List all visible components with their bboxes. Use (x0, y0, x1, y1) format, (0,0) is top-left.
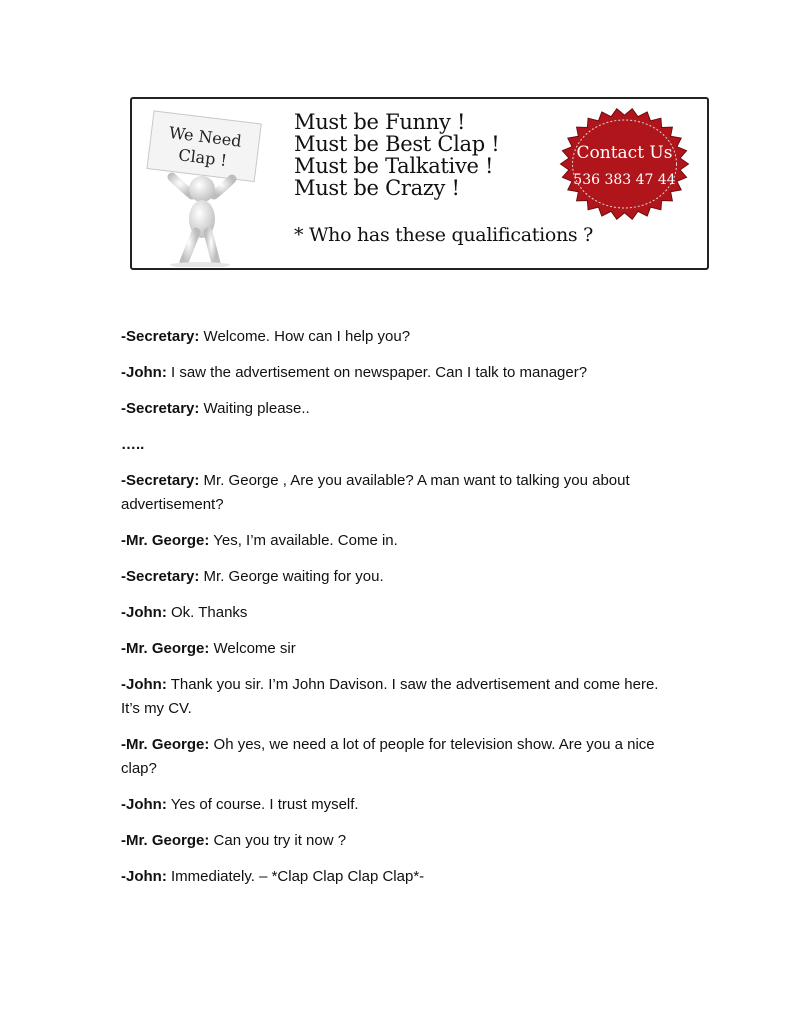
dialogue-line (121, 397, 681, 421)
speaker-name: -Mr. George: (121, 640, 210, 657)
speaker-name: -John: (121, 676, 167, 693)
dialogue-text: Welcome sir (209, 640, 296, 657)
ad-requirements-list (294, 111, 499, 199)
advertisement-banner (130, 97, 709, 270)
ad-requirement: Must be Funny ! (294, 110, 466, 134)
dialogue-line (121, 529, 681, 553)
contact-title: Contact Us (576, 143, 673, 163)
speaker-name: -John: (121, 364, 167, 381)
dialogue-text: Welcome. How can I help you? (199, 328, 411, 345)
dialogue-text: I saw the advertisement on newspaper. Can I talk to manager? (166, 364, 588, 381)
sign-text-line2: Clap ! (177, 145, 229, 171)
dialogue-line (121, 865, 681, 889)
dialogue-text: Yes of course. I trust myself. (166, 796, 359, 813)
contact-phone: 536 383 47 44 (573, 172, 676, 188)
dialogue-text: Oh yes, we need a lot of people for television show. Are you a nice clap? (121, 736, 655, 777)
speaker-name: -Mr. George: (121, 832, 210, 849)
ad-requirement: Must be Talkative ! (294, 154, 494, 178)
speaker-name: -Mr. George: (121, 736, 210, 753)
speaker-name: -John: (121, 868, 167, 885)
dialogue-text: Immediately. – *Clap Clap Clap Clap*- (166, 868, 425, 885)
dialogue-line (121, 673, 681, 721)
dialogue-line (121, 733, 681, 781)
dialogue-line (121, 433, 681, 457)
dialogue-line (121, 325, 681, 349)
speaker-name: -Mr. George: (121, 532, 210, 549)
ad-requirement: Must be Crazy ! (294, 176, 460, 200)
speaker-name: -Secretary: (121, 472, 200, 489)
dialogue-text: Yes, I’m available. Come in. (209, 532, 398, 549)
contact-seal-badge (557, 104, 692, 224)
dialogue-text: Ok. Thanks (166, 604, 248, 621)
dialogue-text: Waiting please.. (199, 400, 310, 417)
dialogue-line (121, 601, 681, 625)
sign-text-line1: We Need (167, 122, 243, 151)
speaker-name: -John: (121, 796, 167, 813)
dialogue-transcript (121, 325, 681, 901)
dialogue-text: Can you try it now ? (209, 832, 347, 849)
speaker-name: -Secretary: (121, 400, 200, 417)
dialogue-line (121, 361, 681, 385)
dialogue-text: Thank you sir. I’m John Davison. I saw the advertisement and come here. It’s my CV. (121, 676, 659, 717)
dialogue-line (121, 637, 681, 661)
speaker-name: -Secretary: (121, 328, 200, 345)
speaker-name: ….. (121, 436, 145, 453)
dialogue-line (121, 793, 681, 817)
ad-question: * Who has these qualifications ? (294, 224, 594, 246)
speaker-name: -Secretary: (121, 568, 200, 585)
speaker-name: -John: (121, 604, 167, 621)
dialogue-text: Mr. George , Are you available? A man want to talking you about advertisement? (121, 472, 630, 513)
dialogue-line (121, 565, 681, 589)
sign-holding-figure-illustration (140, 107, 270, 267)
dialogue-line (121, 469, 681, 517)
dialogue-text: Mr. George waiting for you. (199, 568, 384, 585)
ad-requirement: Must be Best Clap ! (294, 132, 500, 156)
dialogue-line (121, 829, 681, 853)
